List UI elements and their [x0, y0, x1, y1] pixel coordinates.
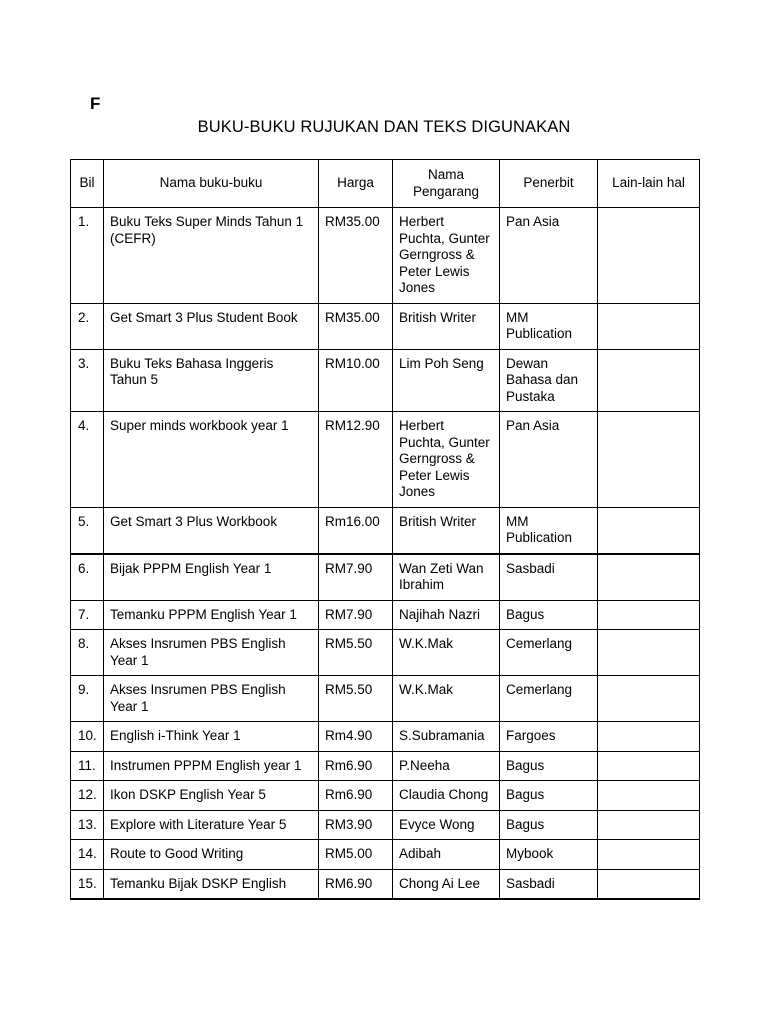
- table-row: [71, 751, 700, 781]
- cell-harga: Rm6.90: [319, 751, 393, 781]
- table-header: [71, 160, 700, 208]
- cell-nama-buku: Buku Teks Super Minds Tahun 1 (CEFR): [104, 208, 319, 304]
- cell-pengarang: Najihah Nazri: [393, 600, 500, 630]
- cell-bil: 11.: [71, 751, 104, 781]
- cell-harga: Rm6.90: [319, 781, 393, 811]
- cell-bil: 6.: [71, 554, 104, 601]
- table-row: [71, 554, 700, 601]
- cell-harga: RM7.90: [319, 600, 393, 630]
- cell-nama-buku: Akses Insrumen PBS English Year 1: [104, 630, 319, 676]
- cell-nama-buku: Akses Insrumen PBS English Year 1: [104, 676, 319, 722]
- cell-lain-lain-hal: [598, 630, 700, 676]
- cell-pengarang: W.K.Mak: [393, 676, 500, 722]
- cell-bil: 10.: [71, 722, 104, 752]
- table-row: [71, 349, 700, 412]
- section-letter: F: [90, 94, 101, 113]
- cell-bil: 8.: [71, 630, 104, 676]
- cell-pengarang: Evyce Wong: [393, 810, 500, 840]
- cell-nama-buku: English i-Think Year 1: [104, 722, 319, 752]
- cell-penerbit: Bagus: [500, 600, 598, 630]
- cell-penerbit: MM Publication: [500, 507, 598, 554]
- cell-harga: RM5.50: [319, 676, 393, 722]
- cell-pengarang: P.Neeha: [393, 751, 500, 781]
- cell-penerbit: Dewan Bahasa dan Pustaka: [500, 349, 598, 412]
- cell-lain-lain-hal: [598, 554, 700, 601]
- cell-nama-buku: Route to Good Writing: [104, 840, 319, 870]
- table-row: [71, 600, 700, 630]
- table-row: [71, 676, 700, 722]
- cell-nama-buku: Buku Teks Bahasa Inggeris Tahun 5: [104, 349, 319, 412]
- cell-pengarang: Claudia Chong: [393, 781, 500, 811]
- cell-lain-lain-hal: [598, 869, 700, 899]
- cell-pengarang: British Writer: [393, 507, 500, 554]
- cell-nama-buku: Ikon DSKP English Year 5: [104, 781, 319, 811]
- cell-lain-lain-hal: [598, 349, 700, 412]
- table-row: [71, 630, 700, 676]
- cell-penerbit: Mybook: [500, 840, 598, 870]
- cell-penerbit: Pan Asia: [500, 208, 598, 304]
- cell-lain-lain-hal: [598, 722, 700, 752]
- header-harga: Harga: [319, 160, 393, 208]
- cell-harga: RM7.90: [319, 554, 393, 601]
- cell-penerbit: Cemerlang: [500, 676, 598, 722]
- cell-bil: 3.: [71, 349, 104, 412]
- cell-lain-lain-hal: [598, 676, 700, 722]
- header-row: [71, 160, 700, 208]
- cell-bil: 7.: [71, 600, 104, 630]
- cell-penerbit: Bagus: [500, 781, 598, 811]
- cell-lain-lain-hal: [598, 810, 700, 840]
- table-row: [71, 722, 700, 752]
- cell-harga: RM35.00: [319, 303, 393, 349]
- cell-harga: RM5.50: [319, 630, 393, 676]
- cell-penerbit: Sasbadi: [500, 554, 598, 601]
- cell-bil: 15.: [71, 869, 104, 899]
- cell-pengarang: Wan Zeti Wan Ibrahim: [393, 554, 500, 601]
- page-title: BUKU-BUKU RUJUKAN DAN TEKS DIGUNAKAN: [197, 118, 571, 136]
- cell-lain-lain-hal: [598, 751, 700, 781]
- header-nama-buku: Nama buku-buku: [104, 160, 319, 208]
- header-bil: Bil: [71, 160, 104, 208]
- table-row: [71, 303, 700, 349]
- cell-penerbit: Sasbadi: [500, 869, 598, 899]
- cell-harga: RM6.90: [319, 869, 393, 899]
- cell-lain-lain-hal: [598, 840, 700, 870]
- cell-lain-lain-hal: [598, 507, 700, 554]
- cell-bil: 1.: [71, 208, 104, 304]
- cell-lain-lain-hal: [598, 781, 700, 811]
- cell-nama-buku: Explore with Literature Year 5: [104, 810, 319, 840]
- cell-pengarang: Lim Poh Seng: [393, 349, 500, 412]
- cell-harga: RM5.00: [319, 840, 393, 870]
- cell-bil: 12.: [71, 781, 104, 811]
- header-penerbit: Penerbit: [500, 160, 598, 208]
- cell-harga: RM12.90: [319, 412, 393, 508]
- cell-pengarang: W.K.Mak: [393, 630, 500, 676]
- cell-bil: 14.: [71, 840, 104, 870]
- cell-nama-buku: Get Smart 3 Plus Workbook: [104, 507, 319, 554]
- table-row: [71, 208, 700, 304]
- table-row: [71, 781, 700, 811]
- cell-lain-lain-hal: [598, 412, 700, 508]
- cell-nama-buku: Bijak PPPM English Year 1: [104, 554, 319, 601]
- cell-lain-lain-hal: [598, 600, 700, 630]
- cell-penerbit: Pan Asia: [500, 412, 598, 508]
- cell-nama-buku: Get Smart 3 Plus Student Book: [104, 303, 319, 349]
- table-body: [71, 208, 700, 900]
- cell-nama-buku: Temanku Bijak DSKP English: [104, 869, 319, 899]
- cell-penerbit: Cemerlang: [500, 630, 598, 676]
- cell-pengarang: S.Subramania: [393, 722, 500, 752]
- cell-pengarang: Chong Ai Lee: [393, 869, 500, 899]
- cell-nama-buku: Super minds workbook year 1: [104, 412, 319, 508]
- cell-lain-lain-hal: [598, 303, 700, 349]
- cell-bil: 4.: [71, 412, 104, 508]
- cell-nama-buku: Temanku PPPM English Year 1: [104, 600, 319, 630]
- cell-harga: RM35.00: [319, 208, 393, 304]
- cell-bil: 13.: [71, 810, 104, 840]
- cell-pengarang: Herbert Puchta, Gunter Gerngross & Peter Lewis Jones: [393, 412, 500, 508]
- cell-harga: RM10.00: [319, 349, 393, 412]
- table-row: [71, 810, 700, 840]
- cell-nama-buku: Instrumen PPPM English year 1: [104, 751, 319, 781]
- table-row: [71, 507, 700, 554]
- table-row: [71, 840, 700, 870]
- cell-bil: 5.: [71, 507, 104, 554]
- cell-pengarang: British Writer: [393, 303, 500, 349]
- cell-penerbit: Fargoes: [500, 722, 598, 752]
- cell-lain-lain-hal: [598, 208, 700, 304]
- table-row: [71, 869, 700, 899]
- cell-penerbit: Bagus: [500, 751, 598, 781]
- cell-penerbit: MM Publication: [500, 303, 598, 349]
- cell-penerbit: Bagus: [500, 810, 598, 840]
- table-row: [71, 412, 700, 508]
- cell-harga: RM3.90: [319, 810, 393, 840]
- header-lain-lain-hal: Lain-lain hal: [598, 160, 700, 208]
- reference-books-table: [70, 159, 700, 900]
- cell-bil: 9.: [71, 676, 104, 722]
- cell-harga: Rm16.00: [319, 507, 393, 554]
- cell-harga: Rm4.90: [319, 722, 393, 752]
- cell-bil: 2.: [71, 303, 104, 349]
- header-nama-pengarang: Nama Pengarang: [393, 160, 500, 208]
- cell-pengarang: Adibah: [393, 840, 500, 870]
- cell-pengarang: Herbert Puchta, Gunter Gerngross & Peter Lewis Jones: [393, 208, 500, 304]
